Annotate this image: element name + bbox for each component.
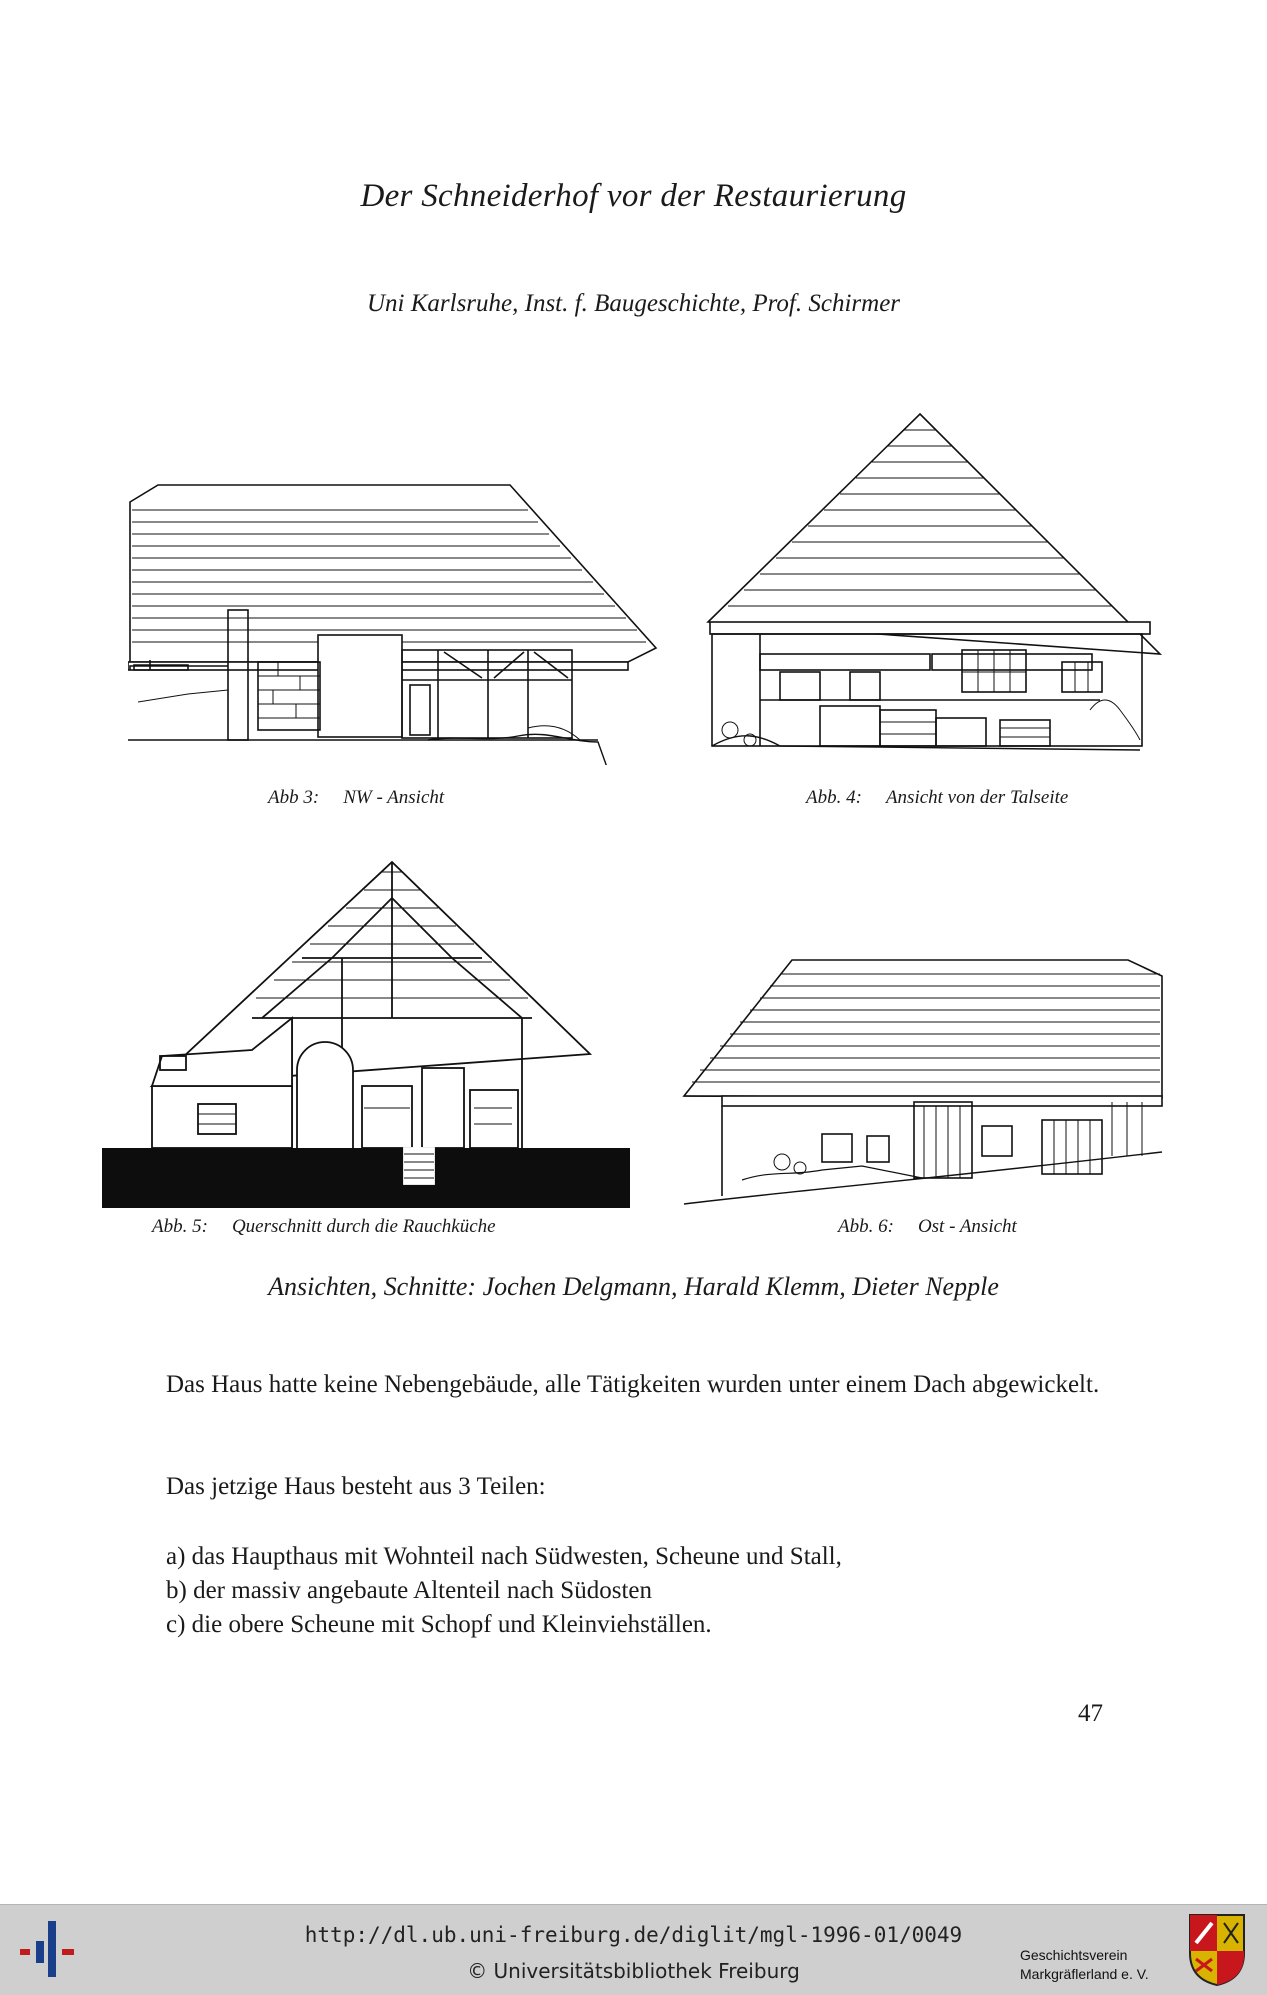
figure-east-view: [682, 956, 1164, 1210]
paragraph-1: Das Haus hatte keine Nebengebäude, alle Tätigkeiten wurden unter einem Dach abgewickelt.: [166, 1371, 1100, 1398]
publisher-line: Geschichtsverein: [1020, 1947, 1128, 1963]
figure-number: Abb. 6:: [838, 1216, 894, 1237]
figure-caption-text: Ost - Ansicht: [917, 1216, 1017, 1237]
figure-cross-section: [102, 858, 630, 1208]
paragraph-2: Das jetzige Haus besteht aus 3 Teilen:: [166, 1473, 546, 1500]
page-subtitle: Uni Karlsruhe, Inst. f. Baugeschichte, Prof. Schirmer: [366, 290, 901, 317]
document-url-link[interactable]: http://dl.ub.uni-freiburg.de/diglit/mgl-1996-01/0049: [304, 1923, 963, 1947]
copyright-text: © Universitätsbibliothek Freiburg: [467, 1959, 800, 1983]
figure-caption-text: Querschnitt durch die Rauchküche: [231, 1216, 496, 1237]
figure-valley-side-view: [700, 410, 1166, 770]
parts-list: [166, 1540, 842, 1642]
page-number: 47: [1078, 1700, 1103, 1727]
figure-caption-abb4: [806, 787, 1068, 809]
coat-of-arms-icon: [1188, 1913, 1246, 1987]
figure-nw-view: [128, 480, 660, 765]
page-title: Der Schneiderhof vor der Restaurierung: [360, 178, 907, 214]
publisher-name: [1020, 1946, 1149, 1984]
list-item: b) der massiv angebaute Altenteil nach Südosten: [166, 1577, 652, 1604]
publisher-line: Markgräflerland e. V.: [1020, 1966, 1149, 1982]
list-item: c) die obere Scheune mit Schopf und Kleinviehställen.: [166, 1611, 712, 1638]
figure-credits: Ansichten, Schnitte: Jochen Delgmann, Harald Klemm, Dieter Nepple: [268, 1272, 999, 1301]
figure-number: Abb. 5:: [152, 1216, 208, 1237]
figure-caption-text: NW - Ansicht: [343, 787, 445, 808]
figure-number: Abb 3:: [268, 787, 320, 808]
list-item: a) das Haupthaus mit Wohnteil nach Südwesten, Scheune und Stall,: [166, 1543, 842, 1570]
figure-caption-abb5: [152, 1216, 496, 1238]
figure-caption-text: Ansicht von der Talseite: [885, 787, 1069, 808]
figure-caption-abb6: [838, 1216, 1017, 1238]
figure-number: Abb. 4:: [806, 787, 862, 808]
figure-caption-abb3: [268, 787, 444, 809]
viewer-footer: [0, 1904, 1267, 1995]
